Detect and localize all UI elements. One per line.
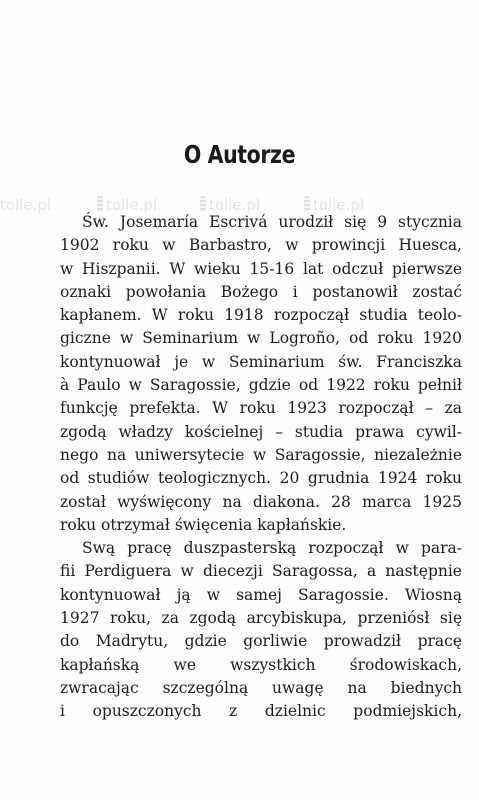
text-line: funkcję prefekta. W roku 1923 rozpoczął – za (60, 399, 462, 418)
watermark-logo-icon (304, 196, 310, 212)
paragraph (60, 211, 462, 537)
text-line: od studiów teologicznych. 20 grudnia 1924 roku (60, 469, 462, 488)
text-line: 1902 roku w Barbastro, w prowincji Huesca, (60, 236, 462, 255)
text-line: i opuszczonych z dzielnic podmiejskich, (60, 702, 462, 721)
watermark: tolle.pl (200, 196, 260, 214)
text-line: zgodą władzy kościelnej – studia prawa cywil- (60, 422, 462, 441)
text-line: fii Perdiguera w diecezji Saragossa, a następnie (60, 562, 462, 581)
text-line: 1927 roku, za zgodą arcybiskupa, przeniósł się (60, 609, 462, 628)
page-title: O Autorze (183, 140, 296, 169)
text-line: został wyświęcony na diakona. 28 marca 1925 (60, 492, 462, 511)
watermark-logo-icon (97, 196, 103, 212)
text-line: Swą pracę duszpasterską rozpoczął w para- (82, 539, 462, 558)
paragraph (60, 537, 462, 723)
text-line: kontynuował ją w samej Saragossie. Wiosną (60, 585, 462, 604)
watermark-logo-icon (200, 196, 206, 212)
watermark: tolle.pl (0, 196, 52, 214)
text-line: à Paulo w Saragossie, gdzie od 1922 roku pełnił (60, 376, 462, 395)
text-line: zwracając szczególną uwagę na biednych (60, 678, 462, 697)
text-line: do Madrytu, gdzie gorliwie prowadził pracę (60, 632, 462, 651)
watermark: tolle.pl (304, 196, 364, 214)
watermark: tolle.pl (97, 196, 157, 214)
text-line: kapłańską we wszystkich środowiskach, (60, 655, 462, 674)
text-line: oznaki powołania Bożego i postanowił zostać (60, 282, 462, 301)
text-line: w Hiszpanii. W wieku 15-16 lat odczuł pierwsze (60, 259, 462, 278)
biography-text (60, 211, 462, 724)
text-line: kapłanem. W roku 1918 rozpoczął studia teolo- (60, 306, 462, 325)
text-line: nego na uniwersytecie w Saragossie, niezależnie (60, 445, 462, 464)
text-line: Św. Josemaría Escrivá urodził się 9 stycznia (82, 213, 462, 231)
text-line: giczne w Seminarium w Logroño, od roku 1920 (60, 329, 462, 348)
text-line: kontynuował je w Seminarium św. Franciszka (60, 352, 462, 371)
text-line: roku otrzymał święcenia kapłańskie. (60, 515, 347, 534)
